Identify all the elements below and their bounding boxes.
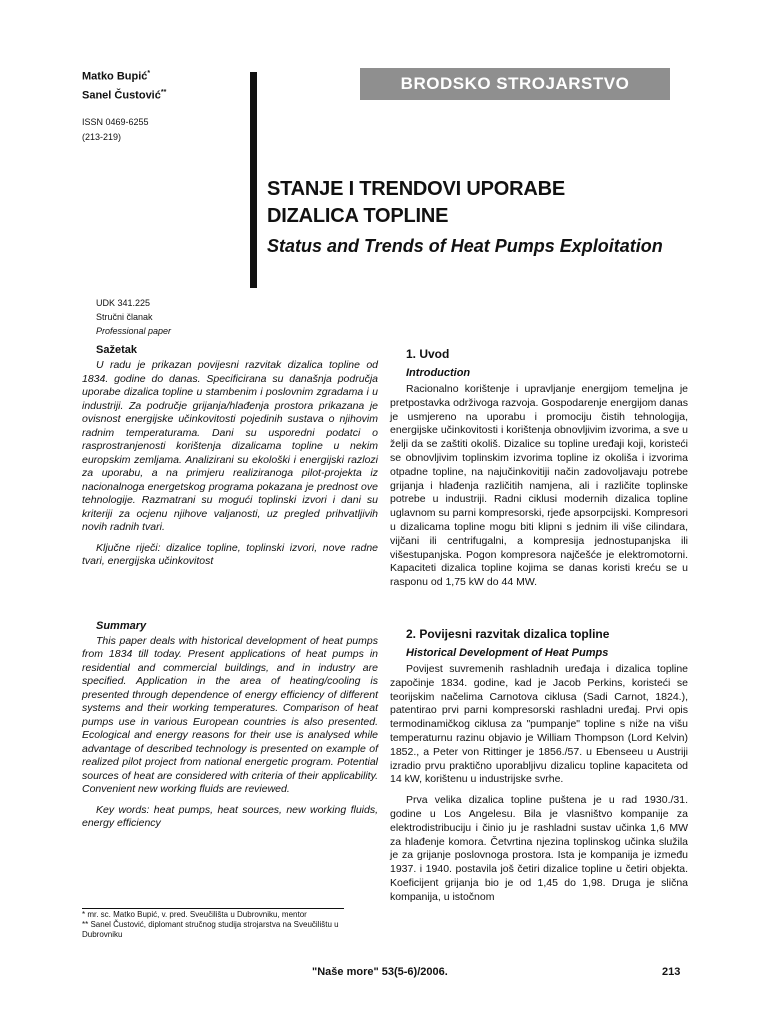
paper-type-hr: Stručni članak (96, 312, 153, 322)
title-accent-bar (250, 72, 257, 288)
page-number: 213 (662, 966, 681, 978)
udk-code: UDK 341.225 (96, 298, 151, 308)
title-croatian: STANJE I TRENDOVI UPORABE DIZALICA TOPLINE (267, 178, 565, 227)
issn-block (82, 115, 149, 145)
right-column (390, 347, 688, 912)
author-name: Sanel Čustović** (82, 88, 167, 102)
classification (96, 296, 171, 338)
summary-text: This paper deals with historical development of heat pumps from 1834 till today. Present applications of heat pumps in residential and commercial buildings, and in industry are specified. Application in the area of heating/cooling is presented through dependence of energy efficiency of different systems and their working temperatures. Comparison of heat pumps use in various European countries is also presented. Ecological and energy reasons for their use is analysed while advantage of described technology is presented on example of realized pilot project from national energetic program. Potential sources of heat are considered with criteria of their applicability. Convenient new working fluids are reviewed. (82, 634, 378, 795)
issn: ISSN 0469-6255 (82, 117, 149, 127)
page-range: (213-219) (82, 132, 122, 142)
footnote: * mr. sc. Matko Bupić, v. pred. Sveučilišta u Dubrovniku, mentor (82, 910, 307, 919)
footnotes (82, 910, 372, 940)
section-subheading: Historical Development of Heat Pumps (406, 646, 609, 659)
abstract-heading: Sažetak (96, 344, 137, 356)
body-paragraph: Prva velika dizalica topline puštena je u rad 1930./31. godine u Los Angelesu. Bila je vlasništvo kompanije za elektrodistribuciju i činio ju je rashladni sustav učinka 1,6 MW za hlađenje komora. Četvrtina njezina toplinskog učinka služila je za grijanje poslovnoga prostora. Ista je kompanija je između 1937. i 1940. postavila još četiri dizalice topline u četiri objekta. Koeficijent grijanja bio je od 1,45 do 1,98. Druga je slična kompanija, u istočnom (390, 794, 688, 903)
journal-section-banner: BRODSKO STROJARSTVO (360, 68, 670, 100)
abstract-keywords: Ključne riječi: dizalice topline, toplinski izvori, nove radne tvari, energijska učinkovitost (82, 541, 378, 567)
summary-heading: Summary (96, 619, 147, 632)
section-heading: 1. Uvod (406, 347, 450, 361)
section-heading: 2. Povijesni razvitak dizalica topline (406, 626, 610, 641)
author-name: Matko Bupić* (82, 70, 151, 83)
title-english: Status and Trends of Heat Pumps Exploitation (267, 236, 663, 256)
left-column (82, 344, 378, 838)
footnote: ** Sanel Čustović, diplomant stručnog studija strojarstva na Sveučilištu u Dubrovniku (82, 920, 339, 939)
section-subheading: Introduction (406, 367, 471, 379)
body-paragraph: Povijest suvremenih rashladnih uređaja i dizalica topline započinje 1834. godine, kad je Jacob Perkins, koristeći se teorijskim načelima Carnotova ciklusa (Sadi Carnot, 1824.), patentirao prvi parni kompresorski rashladni uređaj. Prvi opis termodinamičkog ciklusa za "pumpanje" topline s niže na višu temperaturnu razinu objavio je William Thompson (Lord Kelvin) 1852., a Peter von Rittinger je 1856./57. u Ebenseeu u Austriji izradio prvu praktično uporabljivu dizalicu topline kapaciteta od 14 kW, korištenu u industrijske svrhe. (390, 662, 688, 786)
summary-keywords: Key words: heat pumps, heat sources, new working fluids, energy efficiency (82, 803, 378, 829)
paper-type-en: Professional paper (96, 326, 172, 336)
footnote-divider (82, 908, 344, 909)
author-list (82, 66, 166, 103)
body-paragraph: Racionalno korištenje i upravljanje energijom temeljna je pretpostavka održivoga razvoja. Gospodarenje energijom danas je usmjereno na uporabu i promociju čistih tehnologija, energijske učinkovitosti i korištenja obnovljivim izvorima, a sve u želji da se zaštiti okoliš. Dizalice su topline uređaji koji, koristeći se obnovljivim toplinskim izvorima topline iz okoliša i izvorima otpadne topline, na najučinkovitiji način zadovoljavaju potrebe grijanja i hlađenja različitih namjena, ali i različite toplinske potrebe u industriji. Radni ciklusi modernih dizalica topline uglavnom su parni kompresorski, rjeđe apsorpcijski. Kompresori u dizalicama topline mogu biti klipni s jednim ili više cilindara, vijčani ili centrifugalni, a kompresija jednostupanjska ili višestupanjska. Pogon kompresora najčešće je elektromotorni. Kapaciteti dizalica topline kojima se danas koristi kreću se u rasponu od 1,75 kW do 44 MW. (390, 383, 688, 589)
title-block (267, 176, 707, 259)
abstract-text: U radu je prikazan povijesni razvitak dizalica topline od 1834. godine do danas. Specificirana su današnja područja uporabe dizalica topline u stambenim i poslovnim zgradama i u industriji. Za područje grijanja/hlađenja prostora prikazana je ovisnost energijske učinkovitosti pojedinih sustava o njihovim radnim temperaturama. Dani su usporedni podatci o rasprostranjenosti korištenja dizalicama topline u nekim europskim zemljama. Analizirani su ekološki i energijski razlozi za uporabu, a na primjeru realiziranoga pilot-projekta iz nacionalnoga energetskog programa pokazana je prednost ove tehnologije. Razmatrani su mogući toplinski izvori i dani su kriteriji za ocjenu njihove valjanosti, uz pregled prihvatljivih novih radnih tvari. (82, 359, 378, 533)
footer-journal-citation: "Naše more" 53(5-6)/2006. (312, 966, 448, 978)
